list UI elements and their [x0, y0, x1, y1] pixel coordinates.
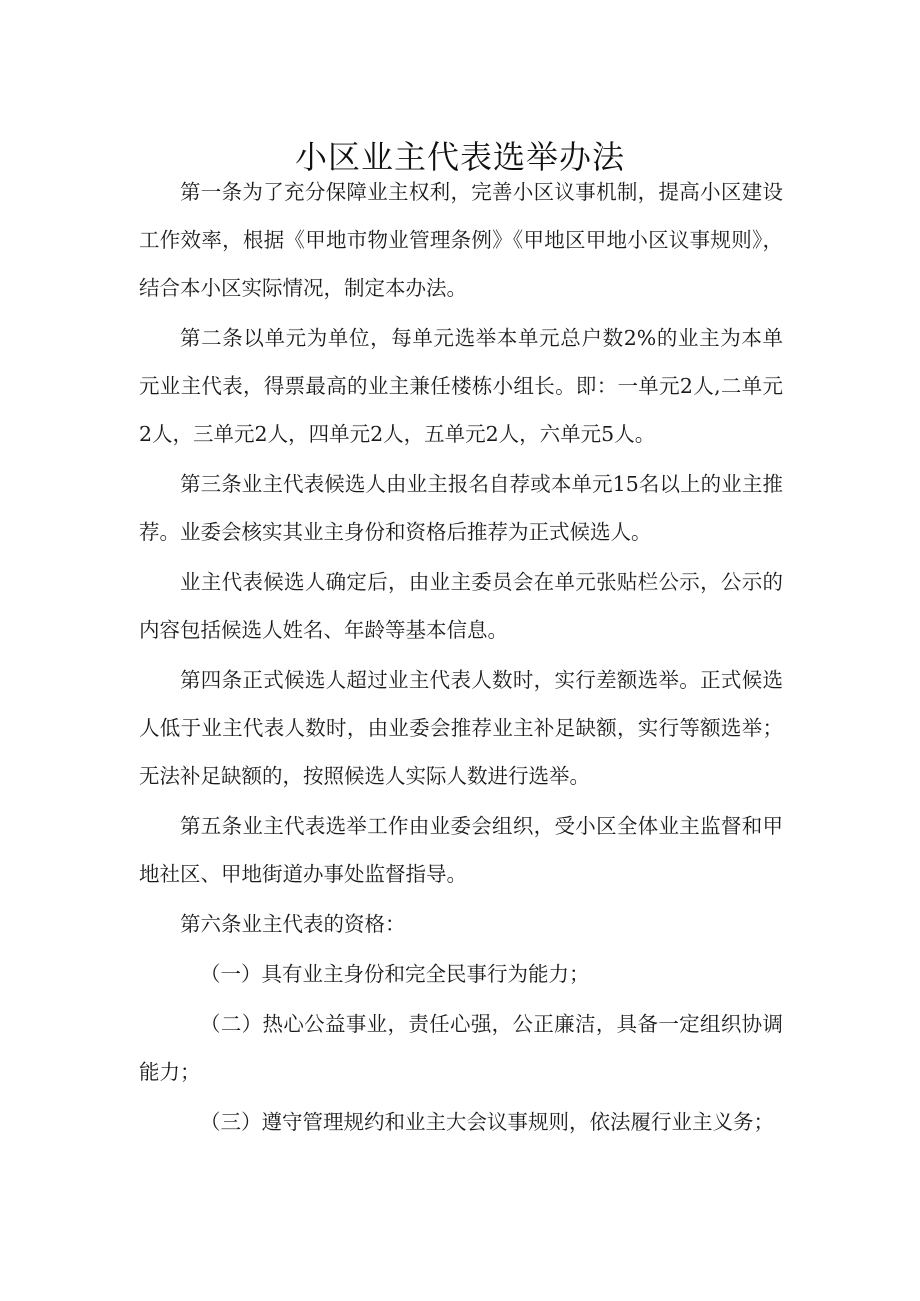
- qualification-item-1: （一）具有业主身份和完全民事行为能力；: [200, 962, 590, 986]
- article-4-paragraph: 第四条正式候选人超过业主代表人数时，实行差额选举。正式候选人低于业主代表人数时，由业委会推荐业主补足缺额，实行等额选举；无法补足缺额的，按照候选人实际人数进行选举。: [139, 668, 783, 788]
- article-1-paragraph: 第一条为了充分保障业主权利，完善小区议事机制，提高小区建设工作效率，根据《甲地市物业管理条例》《甲地区甲地小区议事规则》，结合本小区实际情况，制定本办法。: [139, 180, 783, 300]
- candidate-publicity-paragraph: 业主代表候选人确定后，由业主委员会在单元张贴栏公示，公示的内容包括候选人姓名、年龄等基本信息。: [139, 570, 783, 642]
- qualification-item-3: （三）遵守管理规约和业主大会议事规则，依法履行业主义务；: [200, 1110, 774, 1134]
- document-body: [139, 168, 783, 1148]
- article-5-paragraph: 第五条业主代表选举工作由业委会组织，受小区全体业主监督和甲地社区、甲地街道办事处监督指导。: [139, 814, 783, 886]
- article-3-paragraph: 第三条业主代表候选人由业主报名自荐或本单元15名以上的业主推荐。业委会核实其业主身份和资格后推荐为正式候选人。: [139, 472, 783, 544]
- article-6-heading: 第六条业主代表的资格：: [180, 912, 406, 936]
- qualification-item-2: （二）热心公益事业，责任心强，公正廉洁，具备一定组织协调能力；: [139, 1012, 783, 1084]
- article-2-paragraph: 第二条以单元为单位，每单元选举本单元总户数2%的业主为本单元业主代表，得票最高的业主兼任楼栋小组长。即：一单元2人,二单元2人，三单元2人，四单元2人，五单元2人，六单元5人。: [139, 326, 783, 446]
- document-title: 小区业主代表选举办法: [294, 138, 625, 177]
